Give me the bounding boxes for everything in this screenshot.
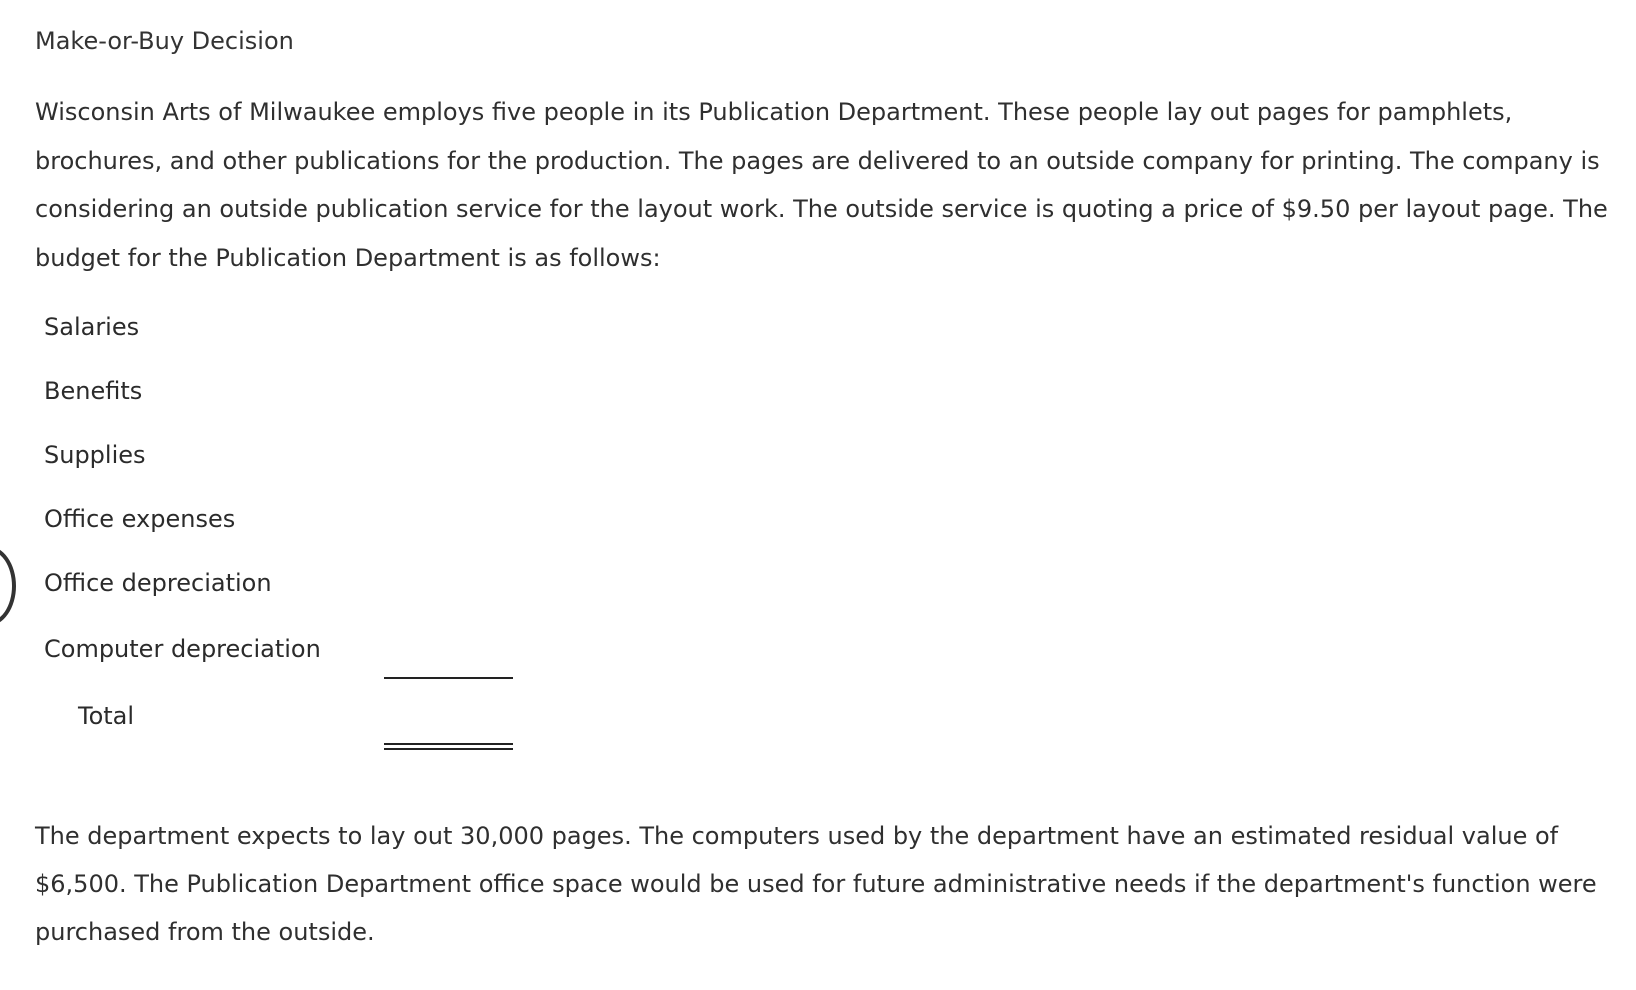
- total-label: Total: [78, 702, 135, 730]
- closing-paragraph: The department expects to lay out 30,000 pages. The computers used by the department have an estimated residual value of $6,500. The Publication Department office space would be used for future administrative needs if the department's function were purchased from the outside.: [35, 822, 1597, 946]
- budget-row-label: Benefits: [44, 377, 143, 405]
- budget-row-label: Office expenses: [44, 505, 236, 533]
- budget-row-label: Computer depreciation: [44, 635, 321, 663]
- intro-paragraph: Wisconsin Arts of Milwaukee employs five people in its Publication Department. These people lay out pages for pamphlets, brochures, and other publications for the production. The pages are delivered to an outside company for printing. The company is considering an outside publication service for the layout work. The outside service is quoting a price of $9.50 per layout page. The budget for the Publication Department is as follows:: [35, 98, 1608, 272]
- page-title: Make-or-Buy Decision: [35, 27, 294, 55]
- budget-table: [0, 0, 560, 760]
- budget-row-label: Supplies: [44, 441, 146, 469]
- budget-row-label: Office depreciation: [44, 569, 272, 597]
- budget-row-label: Salaries: [44, 313, 140, 341]
- subtotal-rule: [384, 677, 513, 679]
- total-double-rule: [384, 743, 513, 750]
